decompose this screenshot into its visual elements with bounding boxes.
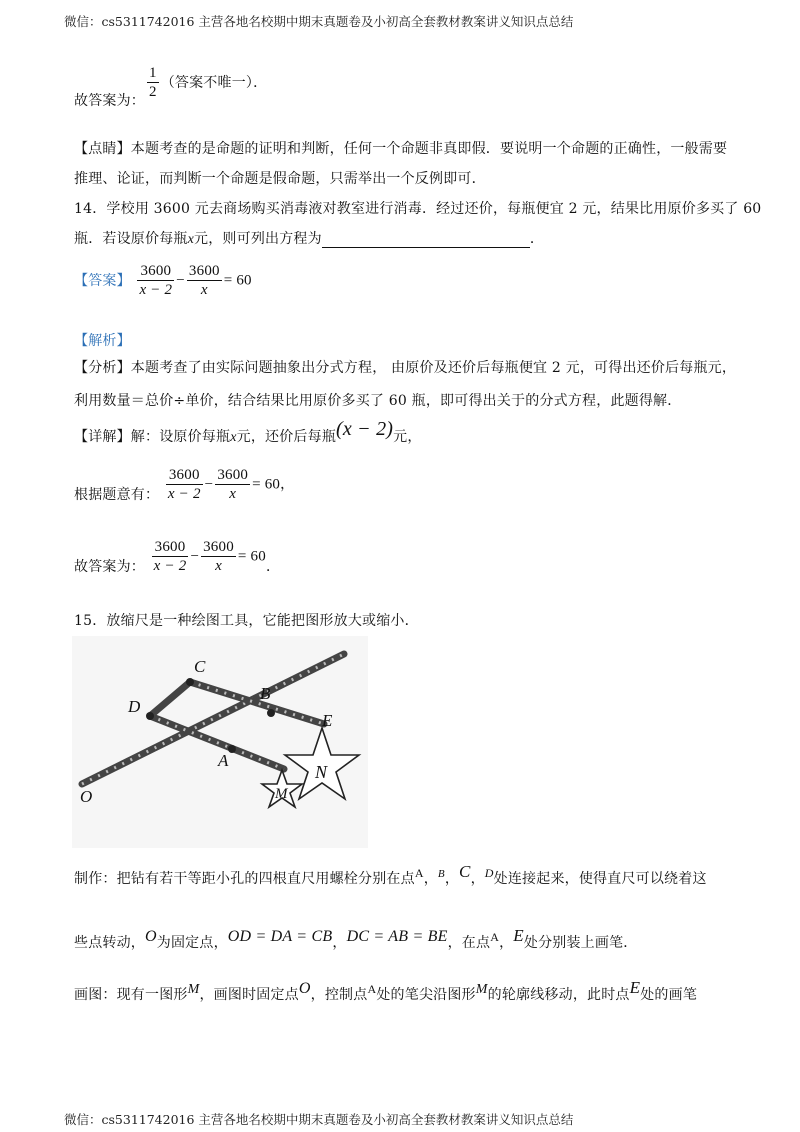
eq-rhs: = 60 (223, 272, 252, 289)
point-c: C (459, 862, 471, 881)
final-prefix: 故答案为： (74, 558, 145, 575)
eq3-num-1: 3600 (152, 538, 189, 557)
make-text-a: 制作：把钻有若干等距小孔的四根直尺用螺栓分别在点 (74, 871, 415, 887)
eq2-frac-2 (215, 466, 250, 503)
q15-draw-line (74, 978, 698, 1004)
q15-make-line: 制作：把钻有若干等距小孔的四根直尺用螺栓分别在点A，$^B$，C，D处连接起来，使得直尺可以绕着这 (74, 862, 707, 887)
page-footer: 微信：cs5311742016 主营各地名校期中期末真题卷及小初高全套教材教案讲义知识点总结 (64, 1112, 574, 1127)
analysis-line-1: 【分析】本题考查了由实际问题抽象出分式方程， 由原价及还价后每瓶便宜 2 元，可得出还价后每瓶元， (74, 360, 737, 376)
answer-tag: 【答案】 (74, 272, 131, 289)
eq2-comma: ， (280, 476, 295, 493)
point-m-2: M (475, 982, 488, 997)
answer-prefix: 故答案为： (74, 92, 145, 109)
detail-text-b: 元，还价后每瓶 (236, 429, 337, 445)
answer-equation (74, 262, 252, 299)
detail-var-x: x (230, 430, 237, 445)
line2-text-b: 为固定点， (156, 935, 228, 951)
point-a-2: A (490, 930, 500, 944)
point-m: M (187, 982, 200, 997)
line2-text-c: ，在点 (447, 935, 491, 951)
point-b: B (437, 868, 445, 880)
eq-den-2: x (200, 282, 208, 298)
label-c: C (194, 657, 206, 676)
question-15-title: 15．放缩尺是一种绘图工具，它能把图形放大或缩小． (74, 613, 419, 629)
analysis-line-2: 利用数量＝总价÷单价，结合结果比用原价多买了 60 瓶，即可得出关于的分式方程，此题得解． (74, 393, 682, 409)
joint-c (186, 678, 194, 686)
joint-d (146, 712, 154, 720)
eq2-den-1: x − 2 (167, 486, 201, 502)
eq3-den-2: x (215, 558, 222, 574)
eq-minus: − (176, 272, 185, 289)
equation-dc-ab-be: DC = AB = BE (346, 928, 448, 945)
answer-blank (322, 233, 530, 248)
draw-text-c: ，控制点 (310, 987, 368, 1003)
eq2-den-2: x (229, 486, 237, 502)
eq3-rhs: = 60 (237, 548, 266, 565)
draw-text-e: 的轮廓线移动，此时点 (487, 987, 630, 1003)
answer-note: （答案不唯一）． (160, 74, 268, 91)
eq-den-1: x − 2 (139, 282, 173, 298)
joint-a (228, 745, 236, 753)
label-o: O (80, 787, 93, 806)
q14-text-a: 瓶．若设原价每瓶 (74, 231, 188, 247)
label-b: B (260, 684, 271, 703)
q14-text-b: 元，则可列出方程为 (194, 231, 322, 247)
detail-equation-2 (74, 538, 280, 575)
point-e: E (513, 926, 524, 945)
line2-text-a: 些点转动， (74, 935, 145, 951)
draw-text-b: ，画图时固定点 (199, 987, 299, 1003)
label-d: D (128, 697, 141, 716)
label-a: A (218, 751, 229, 770)
final-end: ． (265, 558, 281, 575)
eq-num-1: 3600 (137, 262, 174, 281)
comment-line-1: 【点睛】本题考查的是命题的证明和判断，任何一个命题非真即假．要说明一个命题的正确性，一般需要 (74, 141, 728, 157)
eq3-frac-2 (201, 538, 236, 575)
point-a: A (414, 866, 424, 880)
eq2-num-1: 3600 (166, 466, 203, 485)
comment-line-2: 推理、论证，而判断一个命题是假命题，只需举出一个反例即可． (74, 171, 486, 187)
eq-frac-1 (137, 262, 174, 299)
q14-var-x: x (187, 232, 195, 247)
question-14-line-2 (74, 228, 544, 248)
eq-frac-2 (187, 262, 222, 299)
fraction-half (147, 64, 159, 101)
line2-text-d: 处分别装上画笔． (523, 935, 638, 951)
label-m: M (275, 786, 288, 802)
eq3-num-2: 3600 (203, 539, 234, 555)
eq2-rhs: = 60 (252, 476, 281, 493)
point-o: O (145, 928, 157, 945)
make-text-b: 处连接起来，使得直尺可以绕着这 (493, 871, 707, 887)
detail-paren: (x − 2) (336, 418, 394, 440)
pantograph-figure (72, 636, 368, 848)
q15-line-2: 些点转动，O为固定点，OD = DA = CB，DC = AB = BE，在点A，E处分别装上画笔． (74, 926, 638, 951)
point-o-2: O (298, 980, 311, 997)
label-e: E (322, 711, 333, 730)
eq2-num-2: 3600 (217, 467, 249, 483)
detail-line (74, 418, 422, 447)
eq2-frac-1 (166, 466, 203, 503)
answer-13 (74, 64, 268, 109)
draw-text-f: 处的画笔 (640, 987, 698, 1003)
equation-od-da-cb: OD = DA = CB (227, 928, 333, 945)
point-a-3: A (367, 982, 377, 996)
according-text: 根据题意有： (74, 486, 160, 503)
frac-den: 2 (149, 84, 157, 100)
draw-text-a: 画图：现有一图形 (74, 987, 188, 1003)
question-14-line-1: 14．学校用 3600 元去商场购买消毒液对教室进行消毒．经过还价，每瓶便宜 2 元，结果比用原价多买了 60 (74, 201, 762, 217)
draw-text-d: 处的笔尖沿图形 (376, 987, 476, 1003)
eq3-den-1: x − 2 (153, 558, 187, 574)
page-header: 微信：cs5311742016 主营各地名校期中期末真题卷及小初高全套教材教案讲义知识点总结 (64, 14, 574, 29)
point-d: D (484, 866, 494, 880)
point-e-2: E (629, 978, 641, 997)
eq2-minus: − (204, 476, 214, 493)
detail-equation-1 (74, 466, 294, 503)
eq3-frac-1 (152, 538, 189, 575)
frac-num: 1 (149, 65, 157, 81)
detail-text-a: 【详解】解：设原价每瓶 (74, 429, 231, 445)
eq-num-2: 3600 (188, 263, 220, 279)
analysis-tag: 【解析】 (74, 333, 131, 349)
joint-b (267, 709, 275, 717)
q14-end: ． (529, 231, 545, 247)
detail-text-c: 元， (393, 429, 422, 445)
label-n: N (315, 762, 328, 782)
eq3-minus: − (190, 548, 200, 565)
